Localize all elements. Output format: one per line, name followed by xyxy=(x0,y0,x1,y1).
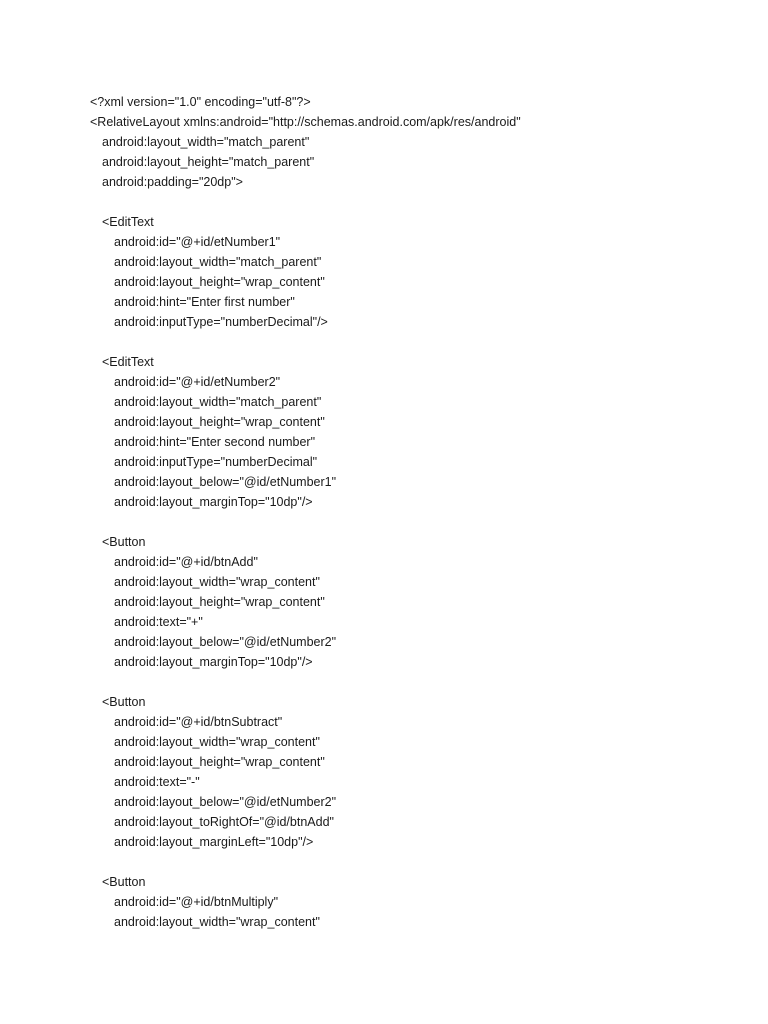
xml-code-block xyxy=(90,92,521,932)
code-line: android:hint="Enter first number" xyxy=(114,295,295,309)
code-line: android:layout_below="@id/etNumber1" xyxy=(114,475,337,489)
code-line: android:hint="Enter second number" xyxy=(114,435,316,449)
code-line: android:padding="20dp"> xyxy=(102,175,243,189)
code-line: android:layout_width="match_parent" xyxy=(102,135,310,149)
code-line: android:id="@+id/btnMultiply" xyxy=(114,895,279,909)
code-line: android:id="@+id/etNumber1" xyxy=(114,235,281,249)
code-line: android:layout_height="wrap_content" xyxy=(114,755,325,769)
code-line: android:layout_width="match_parent" xyxy=(114,395,322,409)
code-line: android:layout_height="wrap_content" xyxy=(114,415,325,429)
code-line: android:layout_width="match_parent" xyxy=(114,255,322,269)
code-line: android:text="+" xyxy=(114,615,203,629)
code-line: <EditText xyxy=(102,215,154,229)
blank-line xyxy=(90,672,521,692)
code-line: android:layout_marginLeft="10dp"/> xyxy=(114,835,314,849)
code-line: android:id="@+id/btnAdd" xyxy=(114,555,258,569)
code-line: android:layout_below="@id/etNumber2" xyxy=(114,795,337,809)
code-line: android:layout_height="wrap_content" xyxy=(114,595,325,609)
code-line: android:layout_toRightOf="@id/btnAdd" xyxy=(114,815,334,829)
code-line: android:id="@+id/btnSubtract" xyxy=(114,715,283,729)
code-line: android:layout_width="wrap_content" xyxy=(114,575,320,589)
code-line: android:text="-" xyxy=(114,775,200,789)
code-line: android:inputType="numberDecimal"/> xyxy=(114,315,328,329)
code-line: android:id="@+id/etNumber2" xyxy=(114,375,281,389)
code-line: android:layout_marginTop="10dp"/> xyxy=(114,495,313,509)
blank-line xyxy=(90,332,521,352)
code-line: android:layout_below="@id/etNumber2" xyxy=(114,635,337,649)
code-line: android:layout_height="match_parent" xyxy=(102,155,315,169)
code-line: <Button xyxy=(102,535,146,549)
code-line: <EditText xyxy=(102,355,154,369)
blank-line xyxy=(90,852,521,872)
blank-line xyxy=(90,192,521,212)
code-line: android:layout_width="wrap_content" xyxy=(114,915,320,929)
code-line: android:layout_marginTop="10dp"/> xyxy=(114,655,313,669)
code-line: <Button xyxy=(102,695,146,709)
code-line: android:layout_height="wrap_content" xyxy=(114,275,325,289)
code-line: <?xml version="1.0" encoding="utf-8"?> xyxy=(90,95,311,109)
blank-line xyxy=(90,512,521,532)
code-line: <Button xyxy=(102,875,146,889)
code-line: <RelativeLayout xmlns:android="http://schemas.android.com/apk/res/android" xyxy=(90,115,521,129)
code-line: android:layout_width="wrap_content" xyxy=(114,735,320,749)
code-line: android:inputType="numberDecimal" xyxy=(114,455,318,469)
